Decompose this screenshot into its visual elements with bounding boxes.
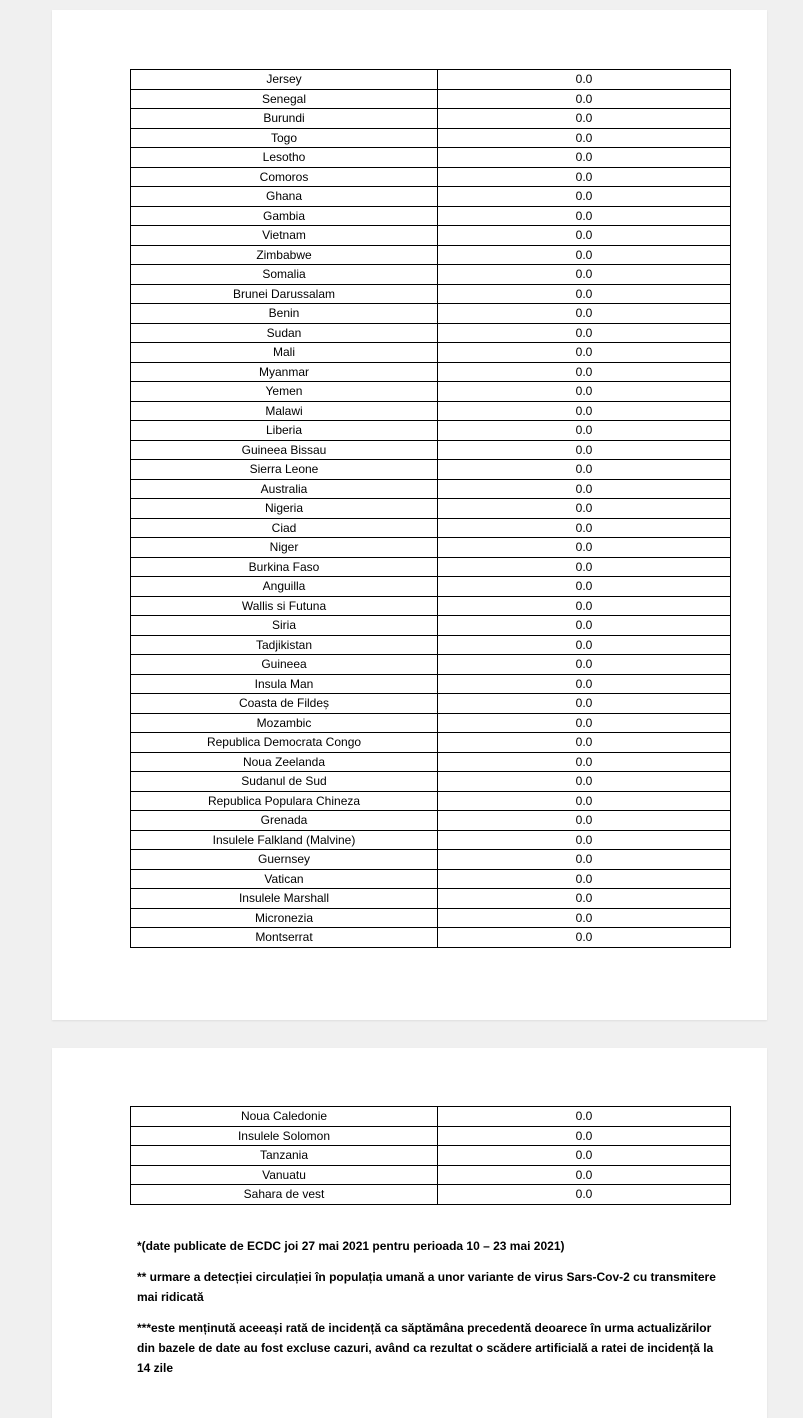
incidence-value-cell: 0.0	[438, 674, 731, 694]
table-row	[131, 635, 731, 655]
country-cell: Micronezia	[131, 908, 438, 928]
incidence-value-cell: 0.0	[438, 1185, 731, 1205]
table-row	[131, 460, 731, 480]
table-row	[131, 284, 731, 304]
table-row	[131, 1107, 731, 1127]
table-row	[131, 226, 731, 246]
country-cell: Liberia	[131, 421, 438, 441]
table-row	[131, 674, 731, 694]
incidence-value-cell: 0.0	[438, 772, 731, 792]
incidence-value-cell: 0.0	[438, 187, 731, 207]
incidence-table-body	[131, 70, 731, 948]
footnote-variants: ** urmare a detecției circulației în populația umană a unor variante de virus Sars-Cov-2 cu transmitere mai ridicată	[137, 1270, 716, 1304]
table-row	[131, 382, 731, 402]
country-cell: Guineea Bissau	[131, 440, 438, 460]
incidence-table-body	[131, 1107, 731, 1205]
table-row	[131, 752, 731, 772]
incidence-value-cell: 0.0	[438, 499, 731, 519]
country-cell: Sudanul de Sud	[131, 772, 438, 792]
incidence-value-cell: 0.0	[438, 577, 731, 597]
document-page-2	[52, 1048, 767, 1418]
table-row	[131, 401, 731, 421]
country-cell: Noua Caledonie	[131, 1107, 438, 1127]
country-cell: Insulele Solomon	[131, 1126, 438, 1146]
incidence-value-cell: 0.0	[438, 89, 731, 109]
incidence-value-cell: 0.0	[438, 128, 731, 148]
country-cell: Montserrat	[131, 928, 438, 948]
country-cell: Lesotho	[131, 148, 438, 168]
incidence-value-cell: 0.0	[438, 362, 731, 382]
table-row	[131, 362, 731, 382]
country-cell: Sudan	[131, 323, 438, 343]
table-row	[131, 440, 731, 460]
country-cell: Ghana	[131, 187, 438, 207]
incidence-value-cell: 0.0	[438, 479, 731, 499]
incidence-value-cell: 0.0	[438, 908, 731, 928]
country-cell: Mozambic	[131, 713, 438, 733]
table-row	[131, 889, 731, 909]
incidence-table-part-2	[130, 1106, 731, 1205]
table-row	[131, 167, 731, 187]
country-cell: Siria	[131, 616, 438, 636]
country-cell: Mali	[131, 343, 438, 363]
table-row	[131, 206, 731, 226]
incidence-value-cell: 0.0	[438, 1165, 731, 1185]
table-row	[131, 713, 731, 733]
incidence-value-cell: 0.0	[438, 713, 731, 733]
table-row	[131, 538, 731, 558]
country-cell: Vietnam	[131, 226, 438, 246]
country-cell: Gambia	[131, 206, 438, 226]
table-row	[131, 596, 731, 616]
table-row	[131, 148, 731, 168]
country-cell: Vatican	[131, 869, 438, 889]
incidence-value-cell: 0.0	[438, 343, 731, 363]
country-cell: Insulele Falkland (Malvine)	[131, 830, 438, 850]
incidence-value-cell: 0.0	[438, 830, 731, 850]
table-row	[131, 245, 731, 265]
country-cell: Somalia	[131, 265, 438, 285]
country-cell: Burkina Faso	[131, 557, 438, 577]
incidence-value-cell: 0.0	[438, 148, 731, 168]
table-row	[131, 343, 731, 363]
country-cell: Tadjikistan	[131, 635, 438, 655]
footnote-incidence: ***este menținută aceeași rată de incidență ca săptămâna precedentă deoarece în urma actualizărilor din bazele de date au fost excluse cazuri, având ca rezultat o scădere artificială a ratei de incidență la 14 zile	[137, 1321, 714, 1375]
incidence-value-cell: 0.0	[438, 1146, 731, 1166]
incidence-value-cell: 0.0	[438, 70, 731, 90]
country-cell: Anguilla	[131, 577, 438, 597]
footnotes	[137, 1236, 727, 1389]
country-cell: Yemen	[131, 382, 438, 402]
incidence-value-cell: 0.0	[438, 752, 731, 772]
table-row	[131, 518, 731, 538]
incidence-value-cell: 0.0	[438, 635, 731, 655]
country-cell: Senegal	[131, 89, 438, 109]
footnote-source: *(date publicate de ECDC joi 27 mai 2021 pentru perioada 10 – 23 mai 2021)	[137, 1239, 565, 1253]
table-row	[131, 733, 731, 753]
table-row	[131, 616, 731, 636]
table-row	[131, 577, 731, 597]
country-cell: Australia	[131, 479, 438, 499]
incidence-value-cell: 0.0	[438, 440, 731, 460]
country-cell: Insulele Marshall	[131, 889, 438, 909]
incidence-value-cell: 0.0	[438, 382, 731, 402]
table-row	[131, 70, 731, 90]
country-cell: Ciad	[131, 518, 438, 538]
table-row	[131, 265, 731, 285]
incidence-value-cell: 0.0	[438, 421, 731, 441]
table-row	[131, 1185, 731, 1205]
table-row	[131, 479, 731, 499]
table-row	[131, 850, 731, 870]
country-cell: Noua Zeelanda	[131, 752, 438, 772]
country-cell: Malawi	[131, 401, 438, 421]
incidence-value-cell: 0.0	[438, 460, 731, 480]
incidence-value-cell: 0.0	[438, 226, 731, 246]
incidence-value-cell: 0.0	[438, 928, 731, 948]
country-cell: Tanzania	[131, 1146, 438, 1166]
table-row	[131, 109, 731, 129]
incidence-value-cell: 0.0	[438, 596, 731, 616]
country-cell: Coasta de Fildeș	[131, 694, 438, 714]
incidence-value-cell: 0.0	[438, 109, 731, 129]
country-cell: Sierra Leone	[131, 460, 438, 480]
table-row	[131, 655, 731, 675]
table-row	[131, 772, 731, 792]
country-cell: Brunei Darussalam	[131, 284, 438, 304]
table-row	[131, 928, 731, 948]
country-cell: Guernsey	[131, 850, 438, 870]
incidence-value-cell: 0.0	[438, 616, 731, 636]
country-cell: Togo	[131, 128, 438, 148]
table-row	[131, 89, 731, 109]
country-cell: Comoros	[131, 167, 438, 187]
incidence-value-cell: 0.0	[438, 206, 731, 226]
country-cell: Burundi	[131, 109, 438, 129]
country-cell: Grenada	[131, 811, 438, 831]
country-cell: Republica Populara Chineza	[131, 791, 438, 811]
country-cell: Nigeria	[131, 499, 438, 519]
document-page-1	[52, 10, 767, 1020]
incidence-value-cell: 0.0	[438, 733, 731, 753]
table-row	[131, 499, 731, 519]
country-cell: Myanmar	[131, 362, 438, 382]
incidence-table-part-1	[130, 69, 731, 948]
incidence-value-cell: 0.0	[438, 655, 731, 675]
incidence-value-cell: 0.0	[438, 694, 731, 714]
table-row	[131, 128, 731, 148]
country-cell: Zimbabwe	[131, 245, 438, 265]
table-row	[131, 304, 731, 324]
country-cell: Insula Man	[131, 674, 438, 694]
table-row	[131, 811, 731, 831]
table-row	[131, 869, 731, 889]
table-row	[131, 908, 731, 928]
table-row	[131, 1165, 731, 1185]
incidence-value-cell: 0.0	[438, 1126, 731, 1146]
country-cell: Niger	[131, 538, 438, 558]
table-row	[131, 1126, 731, 1146]
table-row	[131, 791, 731, 811]
table-row	[131, 1146, 731, 1166]
incidence-value-cell: 0.0	[438, 791, 731, 811]
table-row	[131, 557, 731, 577]
country-cell: Republica Democrata Congo	[131, 733, 438, 753]
incidence-value-cell: 0.0	[438, 167, 731, 187]
country-cell: Sahara de vest	[131, 1185, 438, 1205]
country-cell: Vanuatu	[131, 1165, 438, 1185]
country-cell: Guineea	[131, 655, 438, 675]
table-row	[131, 323, 731, 343]
incidence-value-cell: 0.0	[438, 518, 731, 538]
incidence-value-cell: 0.0	[438, 1107, 731, 1127]
country-cell: Benin	[131, 304, 438, 324]
incidence-value-cell: 0.0	[438, 850, 731, 870]
table-row	[131, 421, 731, 441]
incidence-value-cell: 0.0	[438, 304, 731, 324]
incidence-value-cell: 0.0	[438, 401, 731, 421]
country-cell: Jersey	[131, 70, 438, 90]
incidence-value-cell: 0.0	[438, 323, 731, 343]
incidence-value-cell: 0.0	[438, 284, 731, 304]
incidence-value-cell: 0.0	[438, 889, 731, 909]
table-row	[131, 187, 731, 207]
country-cell: Wallis si Futuna	[131, 596, 438, 616]
incidence-value-cell: 0.0	[438, 557, 731, 577]
incidence-value-cell: 0.0	[438, 869, 731, 889]
incidence-value-cell: 0.0	[438, 265, 731, 285]
table-row	[131, 830, 731, 850]
incidence-value-cell: 0.0	[438, 538, 731, 558]
table-row	[131, 694, 731, 714]
incidence-value-cell: 0.0	[438, 811, 731, 831]
incidence-value-cell: 0.0	[438, 245, 731, 265]
